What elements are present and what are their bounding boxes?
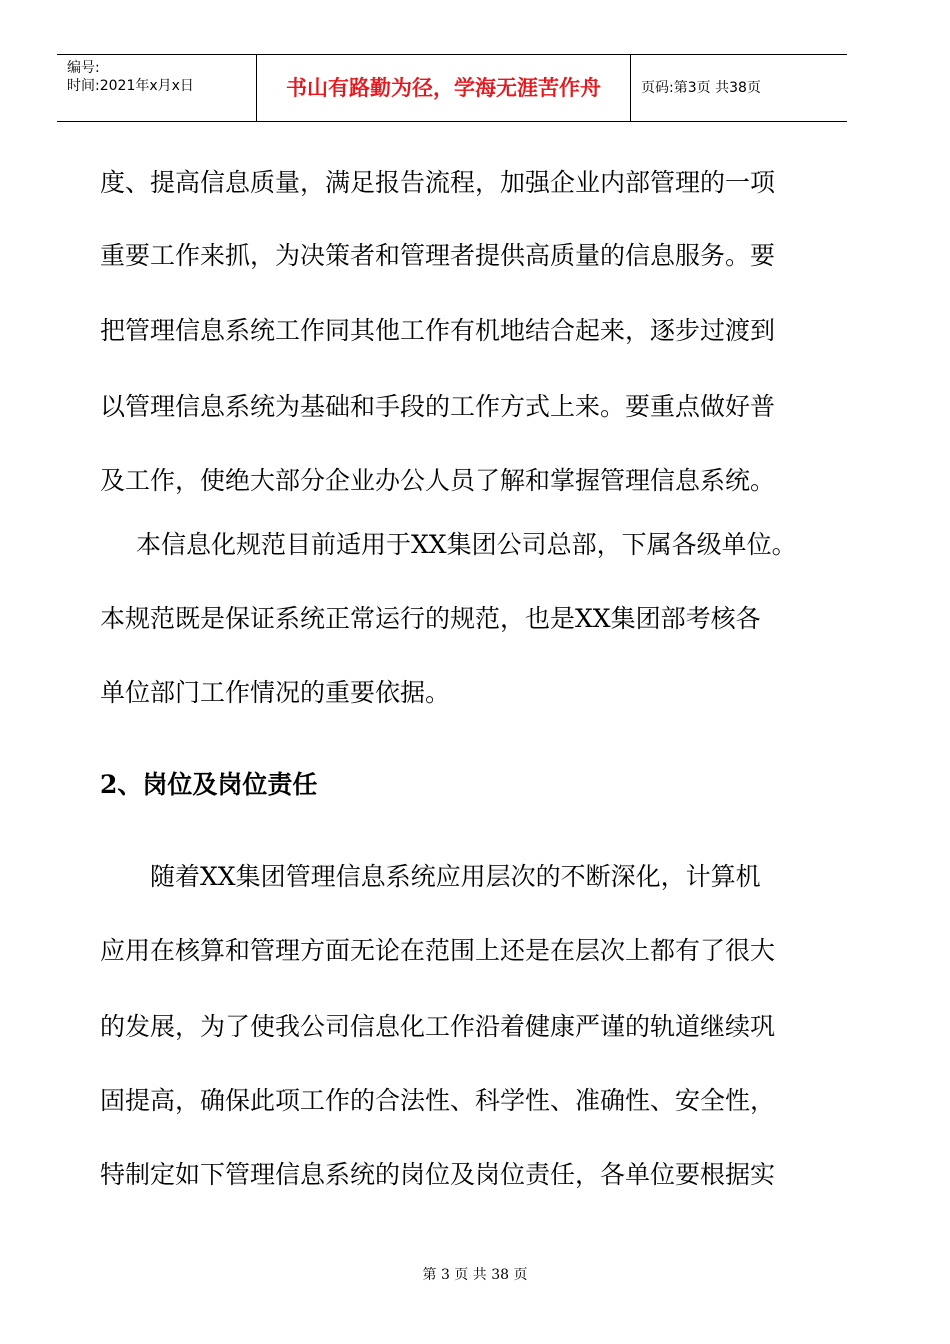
body-line: 重要工作来抓，为决策者和管理者提供高质量的信息服务。要 <box>100 241 776 270</box>
body-line: 本规范既是保证系统正常运行的规范，也是XX集团部考核各 <box>100 604 761 633</box>
document-time-label: 时间:2021年x月x日 <box>67 78 194 94</box>
body-line: 特制定如下管理信息系统的岗位及岗位责任，各单位要根据实 <box>100 1160 776 1189</box>
body-line: 度、提高信息质量，满足报告流程，加强企业内部管理的一项 <box>100 168 776 197</box>
body-line: 以管理信息系统为基础和手段的工作方式上来。要重点做好普 <box>100 392 776 421</box>
header-page-info: 页码:第3页 共38页 <box>641 80 761 96</box>
page-header <box>57 54 847 122</box>
section-heading: 2、岗位及岗位责任 <box>100 770 318 799</box>
header-meta <box>57 55 257 121</box>
body-line: 把管理信息系统工作同其他工作有机地结合起来，逐步过渡到 <box>100 316 776 345</box>
body-line: 本信息化规范目前适用于XX集团公司总部，下属各级单位。 <box>136 530 797 559</box>
body-line: 随着XX集团管理信息系统应用层次的不断深化，计算机 <box>150 862 761 891</box>
body-line: 固提高，确保此项工作的合法性、科学性、准确性、安全性， <box>100 1086 776 1115</box>
body-line: 单位部门工作情况的重要依据。 <box>100 678 451 707</box>
body-line: 应用在核算和管理方面无论在范围上还是在层次上都有了很大 <box>100 936 776 965</box>
body-line: 及工作，使绝大部分企业办公人员了解和掌握管理信息系统。 <box>100 466 776 495</box>
page-footer: 第 3 页 共 38 页 <box>422 1267 528 1283</box>
header-motto: 书山有路勤为径，学海无涯苦作舟 <box>257 55 631 121</box>
document-number-label: 编号: <box>67 60 100 76</box>
body-line: 的发展，为了使我公司信息化工作沿着健康严谨的轨道继续巩 <box>100 1012 776 1041</box>
